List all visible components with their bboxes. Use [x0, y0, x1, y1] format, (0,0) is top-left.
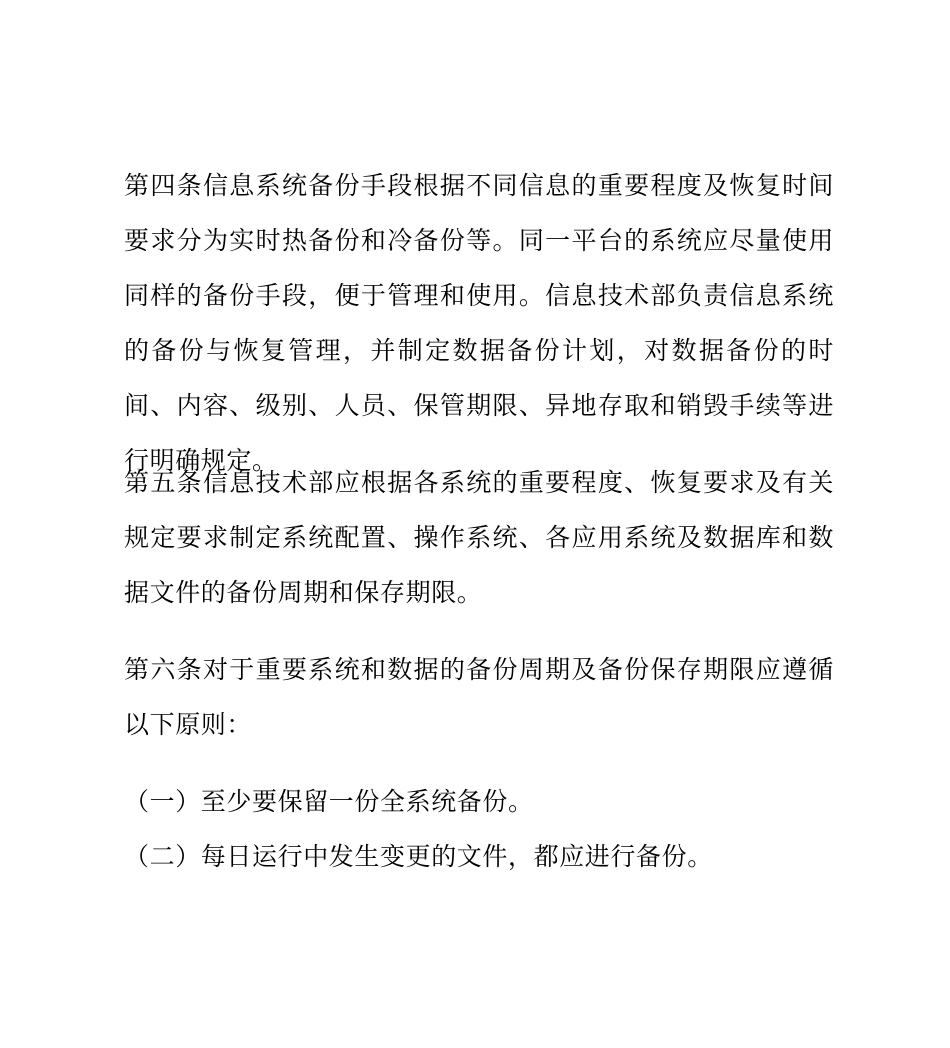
principle-item-1: （一）至少要保留一份全系统备份。 — [124, 787, 534, 816]
article-6-paragraph: 第六条对于重要系统和数据的备份周期及备份保存期限应遵循以下原则： — [124, 655, 834, 739]
article-5-paragraph: 第五条信息技术部应根据各系统的重要程度、恢复要求及有关规定要求制定系统配置、操作系统、各应用系统及数据库和数据文件的备份周期和保存期限。 — [124, 468, 834, 607]
principle-item-2: （二）每日运行中发生变更的文件，都应进行备份。 — [124, 842, 713, 871]
article-4-paragraph: 第四条信息系统备份手段根据不同信息的重要程度及恢复时间要求分为实时热备份和冷备份等。同一平台的系统应尽量使用同样的备份手段，便于管理和使用。信息技术部负责信息系统的备份与恢复管理，并制定数据备份计划，对数据备份的时间、内容、级别、人员、保管期限、异地存取和销毁手续等进行明确规定。 — [124, 171, 834, 475]
